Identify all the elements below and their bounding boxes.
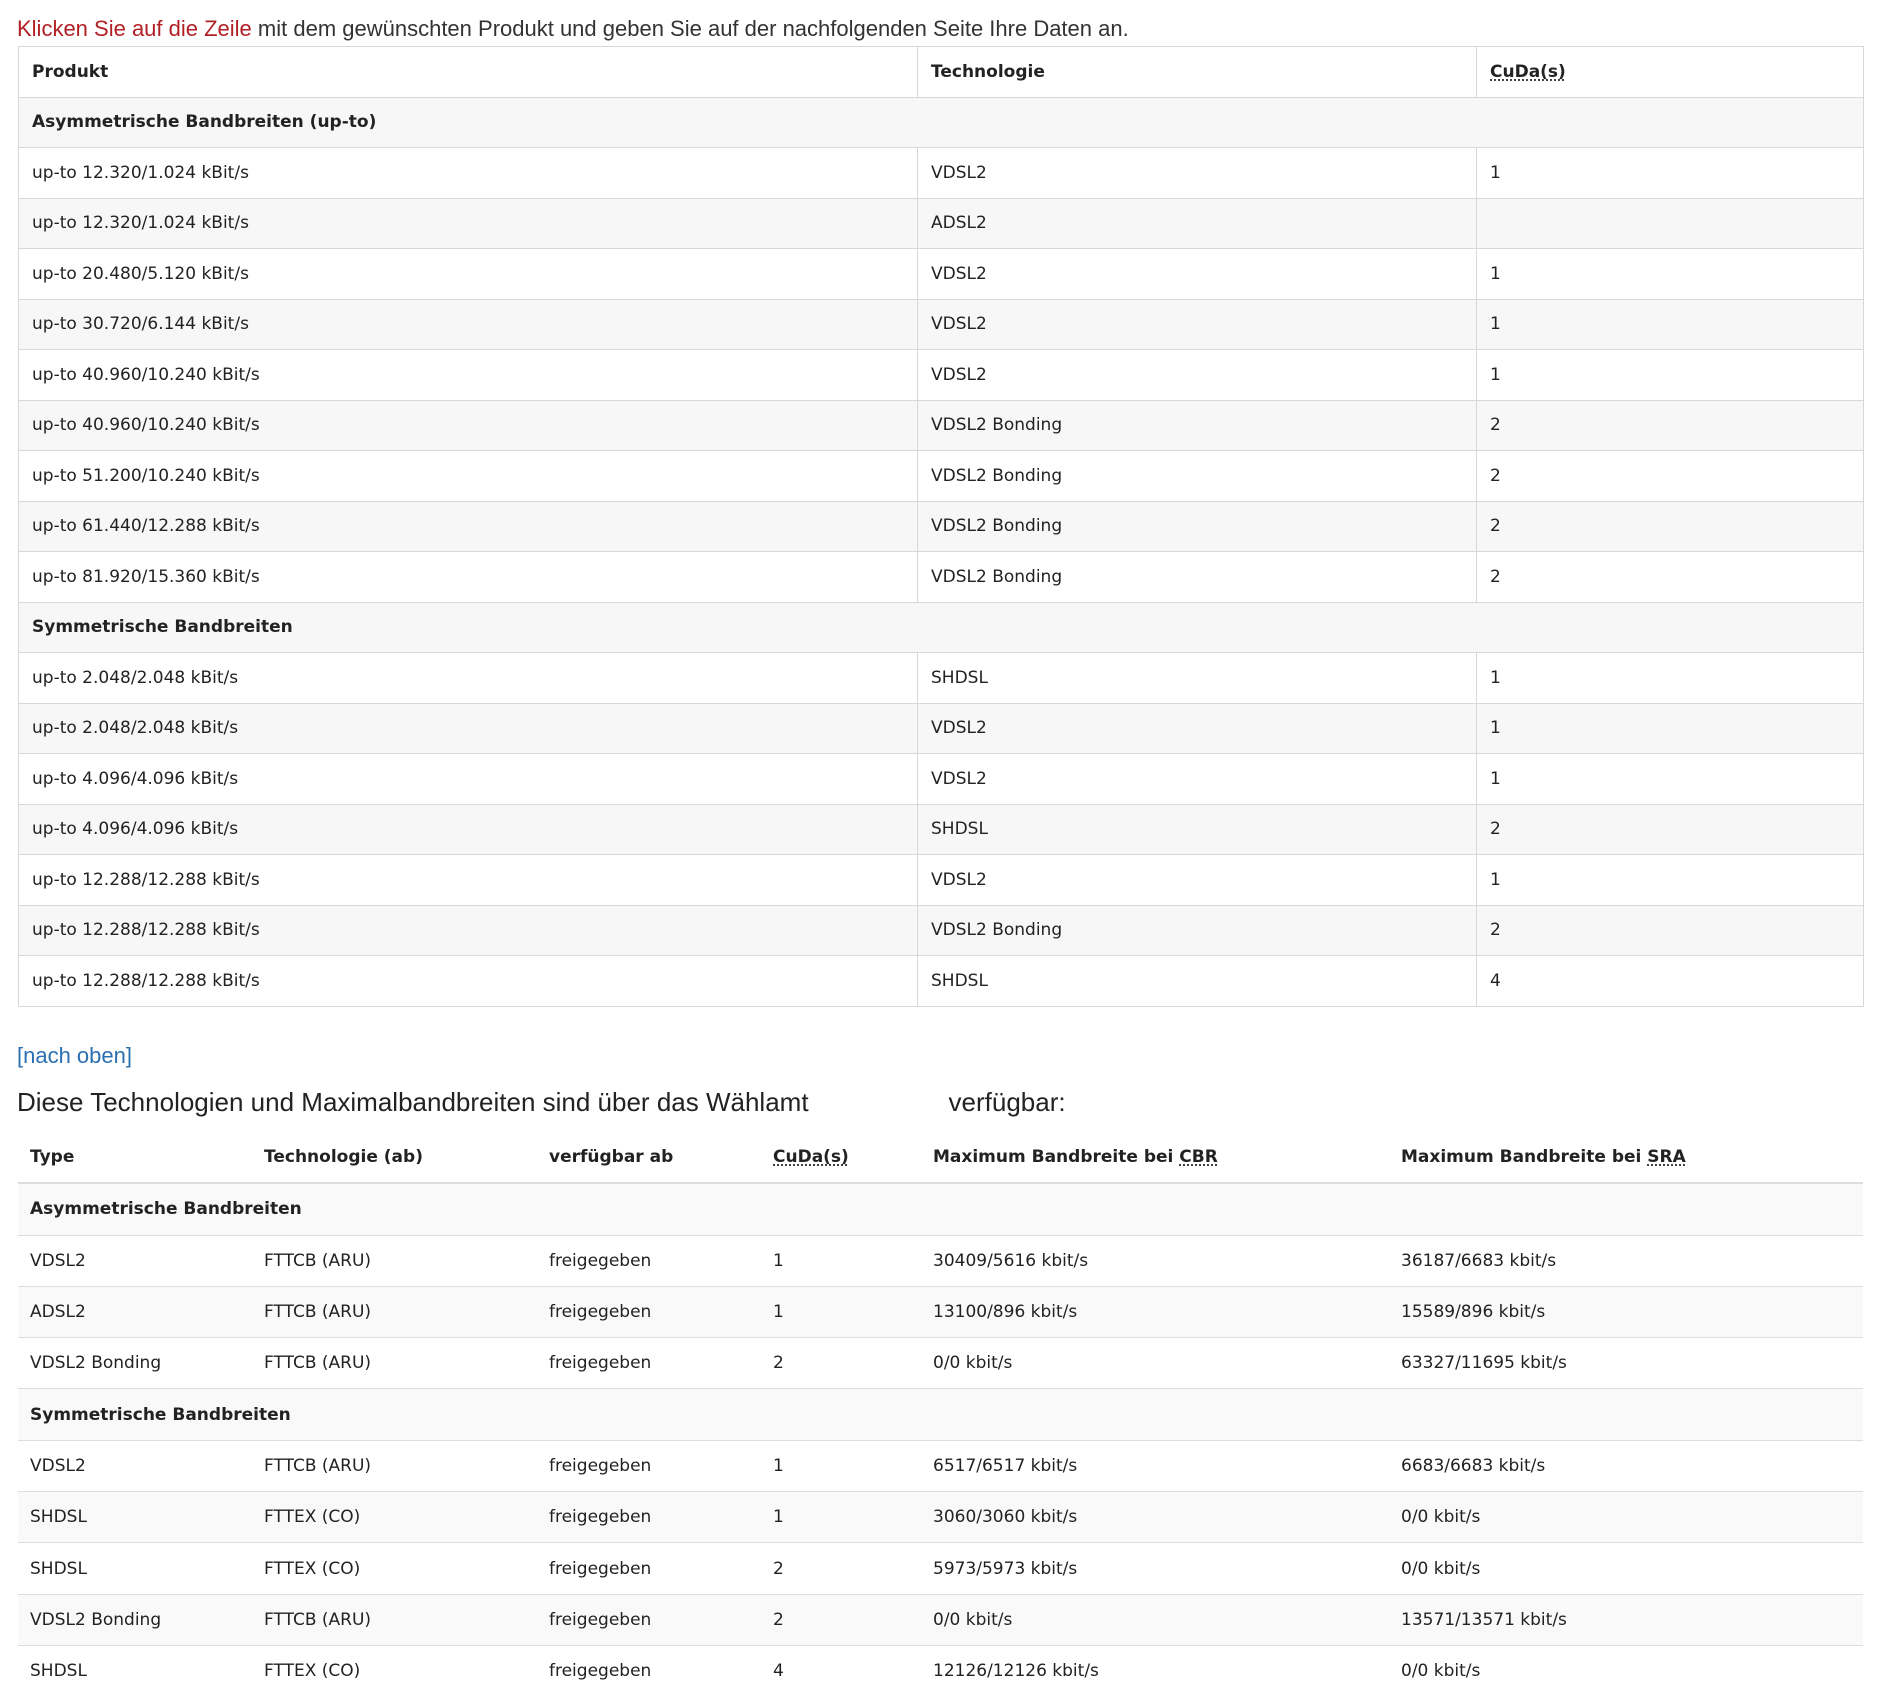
header-max-sra [1389,1132,1863,1183]
header-technologie-ab: Technologie (ab) [252,1132,537,1183]
availability-heading-suffix: verfügbar: [948,1087,1066,1117]
product-table-body [19,97,1864,1006]
cell-cudas: 1 [1477,249,1864,300]
product-row[interactable] [19,653,1864,704]
cell-sra: 15589/896 kbit/s [1389,1286,1863,1337]
header-cudas [1477,47,1864,98]
cell-verfuegbar: freigegeben [537,1645,761,1696]
cell-verfuegbar: freigegeben [537,1492,761,1543]
back-to-top-link[interactable]: [nach oben] [17,1043,132,1068]
product-row[interactable] [19,855,1864,906]
header-max-cbr-prefix: Maximum Bandbreite bei [933,1147,1180,1168]
cell-technologie: VDSL2 [918,855,1477,906]
product-row[interactable] [19,552,1864,603]
group-title: Symmetrische Bandbreiten [18,1389,1863,1440]
cell-cudas: 4 [761,1645,921,1696]
availability-row [18,1645,1863,1696]
product-row[interactable] [19,905,1864,956]
instruction-rest: mit dem gewünschten Produkt und geben Sie auf der nachfolgenden Seite Ihre Daten an. [251,16,1129,41]
cell-type: SHDSL [18,1645,252,1696]
cell-cudas: 2 [1477,400,1864,451]
availability-row [18,1492,1863,1543]
cell-sra: 36187/6683 kbit/s [1389,1235,1863,1286]
cell-cbr: 5973/5973 kbit/s [921,1543,1389,1594]
cell-cudas: 1 [1477,754,1864,805]
cell-cudas: 1 [1477,855,1864,906]
cell-cudas: 1 [1477,299,1864,350]
availability-row [18,1543,1863,1594]
header-technologie: Technologie [918,47,1477,98]
cell-produkt: up-to 2.048/2.048 kBit/s [19,703,918,754]
product-row[interactable] [19,249,1864,300]
cell-produkt: up-to 12.320/1.024 kBit/s [19,198,918,249]
cell-cbr: 12126/12126 kbit/s [921,1645,1389,1696]
cell-cudas: 1 [761,1286,921,1337]
cell-cudas: 1 [1477,653,1864,704]
cell-produkt: up-to 4.096/4.096 kBit/s [19,804,918,855]
cell-cudas: 2 [761,1543,921,1594]
cell-technologie: VDSL2 [918,148,1477,199]
cell-cbr: 3060/3060 kbit/s [921,1492,1389,1543]
cell-technologie: FTTCB (ARU) [252,1594,537,1645]
cell-technologie: VDSL2 Bonding [918,400,1477,451]
cell-sra: 6683/6683 kbit/s [1389,1440,1863,1491]
cell-technologie: FTTCB (ARU) [252,1440,537,1491]
cell-technologie: ADSL2 [918,198,1477,249]
group-row [18,1183,1863,1235]
cell-technologie: FTTCB (ARU) [252,1235,537,1286]
availability-heading [17,1085,1066,1119]
cell-technologie: VDSL2 [918,249,1477,300]
product-table-header [19,47,1864,98]
cell-produkt: up-to 12.320/1.024 kBit/s [19,148,918,199]
availability-table-header [18,1132,1863,1183]
cell-cudas: 1 [1477,703,1864,754]
instruction-highlight: Klicken Sie auf die Zeile [17,16,252,41]
header-cudas [761,1132,921,1183]
cell-cudas: 4 [1477,956,1864,1007]
cell-cbr: 0/0 kbit/s [921,1338,1389,1389]
cell-cudas: 1 [761,1235,921,1286]
cell-sra: 63327/11695 kbit/s [1389,1338,1863,1389]
cell-technologie: SHDSL [918,653,1477,704]
cell-cudas: 1 [1477,350,1864,401]
cell-verfuegbar: freigegeben [537,1440,761,1491]
group-title: Symmetrische Bandbreiten [19,602,1864,653]
product-row[interactable] [19,198,1864,249]
cell-cudas: 2 [1477,501,1864,552]
cell-produkt: up-to 51.200/10.240 kBit/s [19,451,918,502]
cell-type: ADSL2 [18,1286,252,1337]
product-table [18,46,1864,1007]
cell-cudas: 1 [761,1440,921,1491]
cell-cudas [1477,198,1864,249]
cell-type: SHDSL [18,1543,252,1594]
cell-cbr: 0/0 kbit/s [921,1594,1389,1645]
cell-produkt: up-to 40.960/10.240 kBit/s [19,350,918,401]
cell-cbr: 6517/6517 kbit/s [921,1440,1389,1491]
cell-cudas: 2 [1477,905,1864,956]
sra-abbr: SRA [1647,1147,1686,1168]
cell-produkt: up-to 12.288/12.288 kBit/s [19,855,918,906]
cell-type: VDSL2 [18,1440,252,1491]
cell-type: SHDSL [18,1492,252,1543]
availability-row [18,1235,1863,1286]
cell-cudas: 1 [761,1492,921,1543]
product-row[interactable] [19,400,1864,451]
cell-technologie: VDSL2 [918,350,1477,401]
cell-produkt: up-to 2.048/2.048 kBit/s [19,653,918,704]
cell-technologie: VDSL2 Bonding [918,552,1477,603]
group-title: Asymmetrische Bandbreiten [18,1183,1863,1235]
cell-type: VDSL2 Bonding [18,1594,252,1645]
product-row[interactable] [19,956,1864,1007]
cell-produkt: up-to 12.288/12.288 kBit/s [19,905,918,956]
cell-technologie: VDSL2 [918,754,1477,805]
cell-technologie: FTTCB (ARU) [252,1286,537,1337]
availability-heading-text: Diese Technologien und Maximalbandbreiten sind über das Wählamt [17,1087,809,1117]
cell-cudas: 2 [1477,804,1864,855]
cell-cudas: 2 [761,1338,921,1389]
cell-verfuegbar: freigegeben [537,1543,761,1594]
product-row[interactable] [19,501,1864,552]
group-row [19,97,1864,148]
cell-cbr: 30409/5616 kbit/s [921,1235,1389,1286]
product-row[interactable] [19,350,1864,401]
cell-verfuegbar: freigegeben [537,1338,761,1389]
cell-technologie: VDSL2 [918,299,1477,350]
cell-produkt: up-to 40.960/10.240 kBit/s [19,400,918,451]
cell-cudas: 1 [1477,148,1864,199]
availability-table-body [18,1183,1863,1696]
header-verfuegbar-ab: verfügbar ab [537,1132,761,1183]
group-row [19,602,1864,653]
product-row[interactable] [19,703,1864,754]
cell-produkt: up-to 20.480/5.120 kBit/s [19,249,918,300]
cell-verfuegbar: freigegeben [537,1235,761,1286]
product-row[interactable] [19,804,1864,855]
cell-verfuegbar: freigegeben [537,1594,761,1645]
header-type: Type [18,1132,252,1183]
cell-type: VDSL2 Bonding [18,1338,252,1389]
product-row[interactable] [19,451,1864,502]
cell-technologie: FTTEX (CO) [252,1492,537,1543]
group-row [18,1389,1863,1440]
cell-cbr: 13100/896 kbit/s [921,1286,1389,1337]
cell-produkt: up-to 4.096/4.096 kBit/s [19,754,918,805]
cell-technologie: SHDSL [918,956,1477,1007]
availability-row [18,1440,1863,1491]
cudas-abbr: CuDa(s) [1490,61,1566,82]
cell-technologie: FTTEX (CO) [252,1543,537,1594]
cell-technologie: SHDSL [918,804,1477,855]
availability-row [18,1286,1863,1337]
cell-sra: 13571/13571 kbit/s [1389,1594,1863,1645]
cell-technologie: VDSL2 Bonding [918,905,1477,956]
cell-produkt: up-to 30.720/6.144 kBit/s [19,299,918,350]
instruction-text [17,14,1129,44]
availability-row [18,1338,1863,1389]
cell-produkt: up-to 61.440/12.288 kBit/s [19,501,918,552]
cell-produkt: up-to 81.920/15.360 kBit/s [19,552,918,603]
cell-technologie: FTTEX (CO) [252,1645,537,1696]
availability-row [18,1594,1863,1645]
cell-verfuegbar: freigegeben [537,1286,761,1337]
cudas-abbr: CuDa(s) [773,1147,849,1168]
cell-technologie: VDSL2 Bonding [918,451,1477,502]
cell-cudas: 2 [761,1594,921,1645]
availability-table [18,1132,1863,1696]
header-max-cbr [921,1132,1389,1183]
cbr-abbr: CBR [1179,1147,1218,1168]
cell-sra: 0/0 kbit/s [1389,1543,1863,1594]
cell-produkt: up-to 12.288/12.288 kBit/s [19,956,918,1007]
cell-technologie: FTTCB (ARU) [252,1338,537,1389]
cell-technologie: VDSL2 Bonding [918,501,1477,552]
cell-sra: 0/0 kbit/s [1389,1492,1863,1543]
header-max-sra-prefix: Maximum Bandbreite bei [1401,1147,1648,1168]
product-row[interactable] [19,148,1864,199]
group-title: Asymmetrische Bandbreiten (up-to) [19,97,1864,148]
cell-cudas: 2 [1477,552,1864,603]
cell-sra: 0/0 kbit/s [1389,1645,1863,1696]
product-row[interactable] [19,754,1864,805]
product-row[interactable] [19,299,1864,350]
cell-type: VDSL2 [18,1235,252,1286]
header-produkt: Produkt [19,47,918,98]
cell-technologie: VDSL2 [918,703,1477,754]
cell-cudas: 2 [1477,451,1864,502]
